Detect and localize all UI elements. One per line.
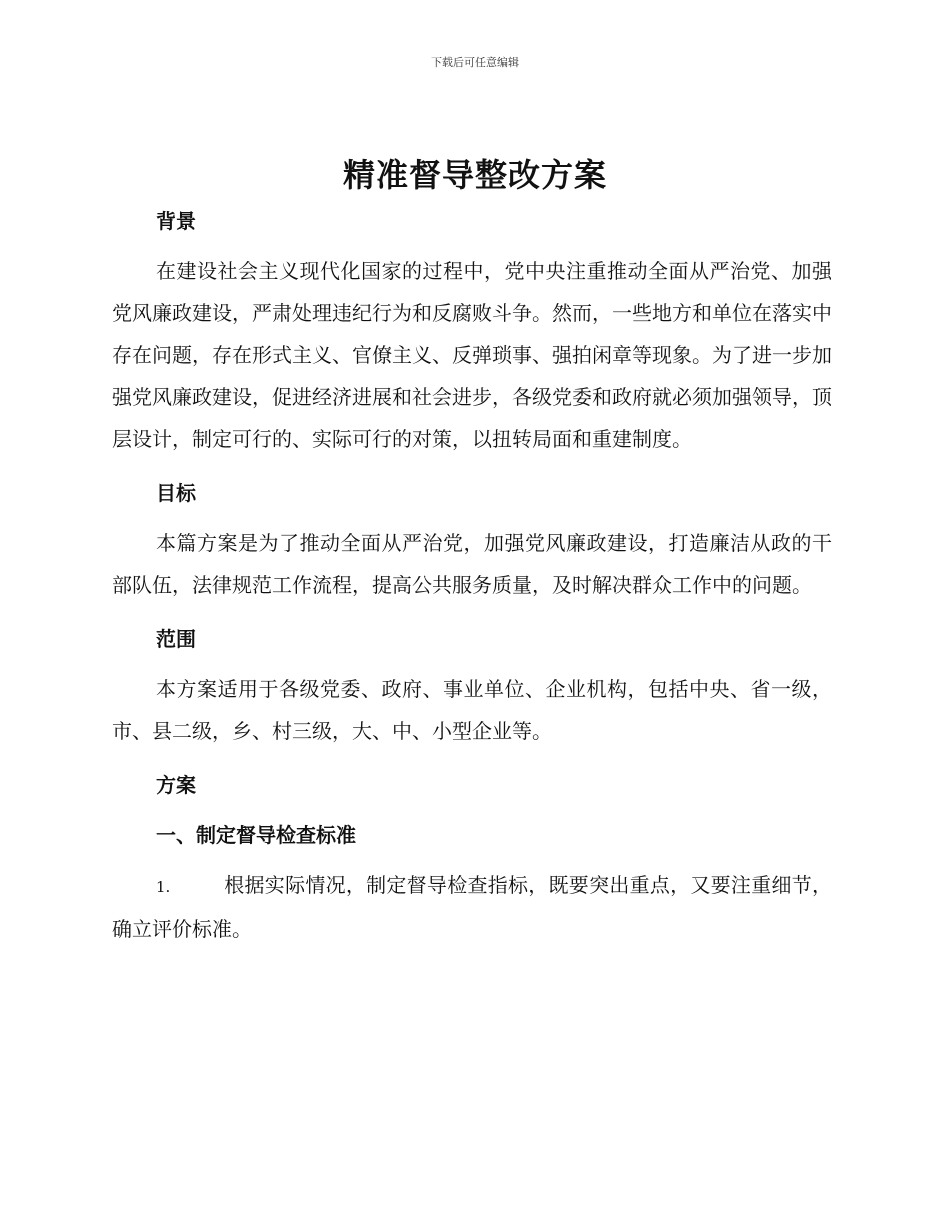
subsection-heading: 一、制定督导检查标准	[156, 823, 356, 847]
document-body	[112, 200, 832, 950]
section-heading-background: 背景	[156, 209, 196, 233]
section-heading-scope: 范围	[156, 627, 196, 651]
item-text: 根据实际情况，制定督导检查指标，既要突出重点，又要注重细节，确立评价标准。	[112, 873, 832, 941]
section-text-background: 在建设社会主义现代化国家的过程中，党中央注重推动全面从严治党、加强党风廉政建设，严肃处理违纪行为和反腐败斗争。然而，一些地方和单位在落实中存在问题，存在形式主义、官僚主义、反弹琐事、强拍闲章等现象。为了进一步加强党风廉政建设，促进经济进展和社会进步，各级党委和政府就必须加强领导，顶层设计，制定可行的、实际可行的对策，以扭转局面和重建制度。	[112, 259, 832, 451]
section-text-goal: 本篇方案是为了推动全面从严治党，加强党风廉政建设，打造廉洁从政的干部队伍，法律规范工作流程，提高公共服务质量，及时解决群众工作中的问题。	[112, 531, 832, 597]
section-heading-plan: 方案	[156, 773, 196, 797]
item-number: 1.	[156, 878, 171, 896]
section-heading-goal: 目标	[156, 481, 196, 505]
document-title: 精准督导整改方案	[342, 156, 607, 194]
header-note: 下载后可任意编辑	[431, 56, 519, 69]
numbered-item	[112, 864, 832, 950]
section-text-scope: 本方案适用于各级党委、政府、事业单位、企业机构，包括中央、省一级，市、县二级，乡、村三级，大、中、小型企业等。	[112, 677, 832, 743]
